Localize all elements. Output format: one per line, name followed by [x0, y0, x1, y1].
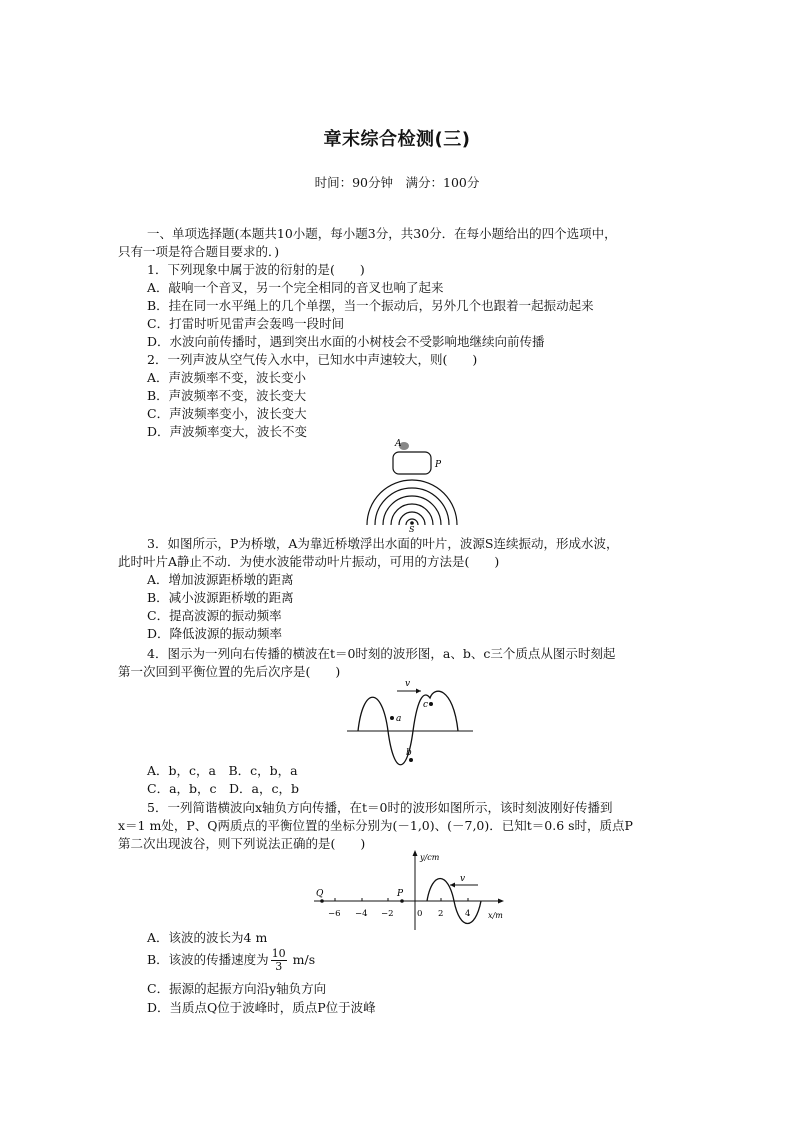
q3-wave-figure [360, 437, 465, 532]
tick-label-neg2: −2 [381, 909, 394, 919]
q5-stem-line1: 5．一列简谐横波向x轴负方向传播，在t＝0时的波形如图所示，该时刻波刚好传播到 [147, 800, 613, 815]
q3-option-d: D．降低波源的振动频率 [147, 626, 283, 641]
x-axis-arrowhead [498, 899, 504, 904]
q3-stem-line2: 此时叶片A静止不动．为使水波能带动叶片振动，可用的方法是( ) [118, 554, 500, 569]
speed-fraction [271, 948, 287, 973]
q4-stem-line1: 4．图示为一列向右传播的横波在t＝0时刻的波形图，a、b、c三个质点从图示时刻起 [147, 646, 616, 661]
q3-stem-line1: 3．如图所示，P为桥墩，A为靠近桥墩浮出水面的叶片，波源S连续振动，形成水波， [147, 536, 619, 551]
velocity-arrowhead [416, 689, 421, 694]
q1-option-d: D．水波向前传播时，遇到突出水面的小树枝会不受影响地继续向前传播 [147, 334, 545, 349]
q5-option-b-unit: m/s [288, 952, 316, 967]
q2-option-d: D．声波频率变大，波长不变 [147, 424, 308, 439]
section-heading-line2: 只有一项是符合题目要求的．) [118, 244, 280, 259]
label-a: A [395, 439, 402, 449]
fraction-denominator: 3 [275, 960, 283, 973]
q5-option-b-prefix: B．该波的传播速度为 [147, 952, 269, 967]
q5-option-b [147, 948, 315, 973]
q3-option-a: A．增加波源距桥墩的距离 [147, 572, 294, 587]
q4-stem-line2: 第一次回到平衡位置的先后次序是( ) [118, 664, 341, 679]
q2-stem: 2．一列声波从空气传入水中，已知水中声速较大，则( ) [147, 352, 478, 367]
section-heading-line1: 一、单项选择题(本题共10小题，每小题3分，共30分．在每小题给出的四个选项中， [147, 226, 617, 241]
q1-option-a: A．敲响一个音叉，另一个完全相同的音叉也响了起来 [147, 280, 444, 295]
tick-label-0: 0 [417, 909, 423, 919]
q3-option-b: B．减小波源距桥墩的距离 [147, 590, 294, 605]
q1-option-c: C．打雷时听见雷声会轰鸣一段时间 [147, 316, 345, 331]
q5-option-d: D．当质点Q位于波峰时，质点P位于波峰 [147, 1000, 376, 1015]
q1-option-b: B．挂在同一水平绳上的几个单摆，当一个振动后，另外几个也跟着一起振动起来 [147, 298, 594, 313]
q4-options-cd: C．a，b，c D．a，c，b [147, 781, 299, 796]
point-a [390, 716, 394, 720]
exam-meta: 时间：90分钟 满分：100分 [314, 175, 480, 190]
label-s: S [409, 525, 415, 532]
point-c [429, 702, 433, 706]
tick-label-neg4: −4 [355, 909, 368, 919]
tick-label-4: 4 [465, 909, 471, 919]
y-axis-label: y/cm [420, 853, 440, 862]
q1-stem: 1．下列现象中属于波的衍射的是( ) [147, 262, 365, 277]
label-b: b [406, 748, 412, 758]
label-c: c [423, 700, 429, 710]
velocity-label: v [405, 679, 411, 689]
point-q [320, 899, 324, 903]
y-axis-arrowhead [413, 850, 418, 856]
fraction-numerator: 10 [271, 947, 286, 960]
q3-option-c: C．提高波源的振动频率 [147, 608, 282, 623]
label-p: P [397, 889, 404, 899]
pier-shape [393, 452, 431, 474]
q5-stem-line2: x＝1 m处，P、Q两质点的平衡位置的坐标分别为(－1,0)、(－7,0)．已知t＝0.6 s时，质点P [118, 818, 633, 833]
velocity-label: v [460, 874, 466, 884]
tick-label-2: 2 [438, 909, 444, 919]
point-p [400, 899, 404, 903]
q4-wave-figure [345, 676, 475, 766]
tick-label-neg6: −6 [328, 909, 341, 919]
label-a: a [396, 714, 402, 724]
velocity-arrowhead [450, 883, 455, 888]
q2-option-b: B．声波频率不变，波长变大 [147, 388, 307, 403]
x-axis-label: x/m [488, 911, 503, 920]
q4-options-ab: A．b，c，a B．c，b，a [147, 763, 298, 778]
q5-option-a: A．该波的波长为4 m [147, 930, 268, 945]
q2-option-c: C．声波频率变小，波长变大 [147, 406, 307, 421]
label-p: P [435, 460, 442, 470]
label-q: Q [316, 889, 324, 899]
q2-option-a: A．声波频率不变，波长变小 [147, 370, 307, 385]
q5-stem-line3: 第二次出现波谷，则下列说法正确的是( ) [118, 836, 366, 851]
q5-option-c: C．振源的起振方向沿y轴负方向 [147, 981, 327, 996]
wave-ring-1 [367, 480, 457, 525]
point-b [409, 758, 413, 762]
q5-wave-graph [310, 848, 510, 932]
page-title: 章末综合检测(三) [323, 129, 471, 150]
